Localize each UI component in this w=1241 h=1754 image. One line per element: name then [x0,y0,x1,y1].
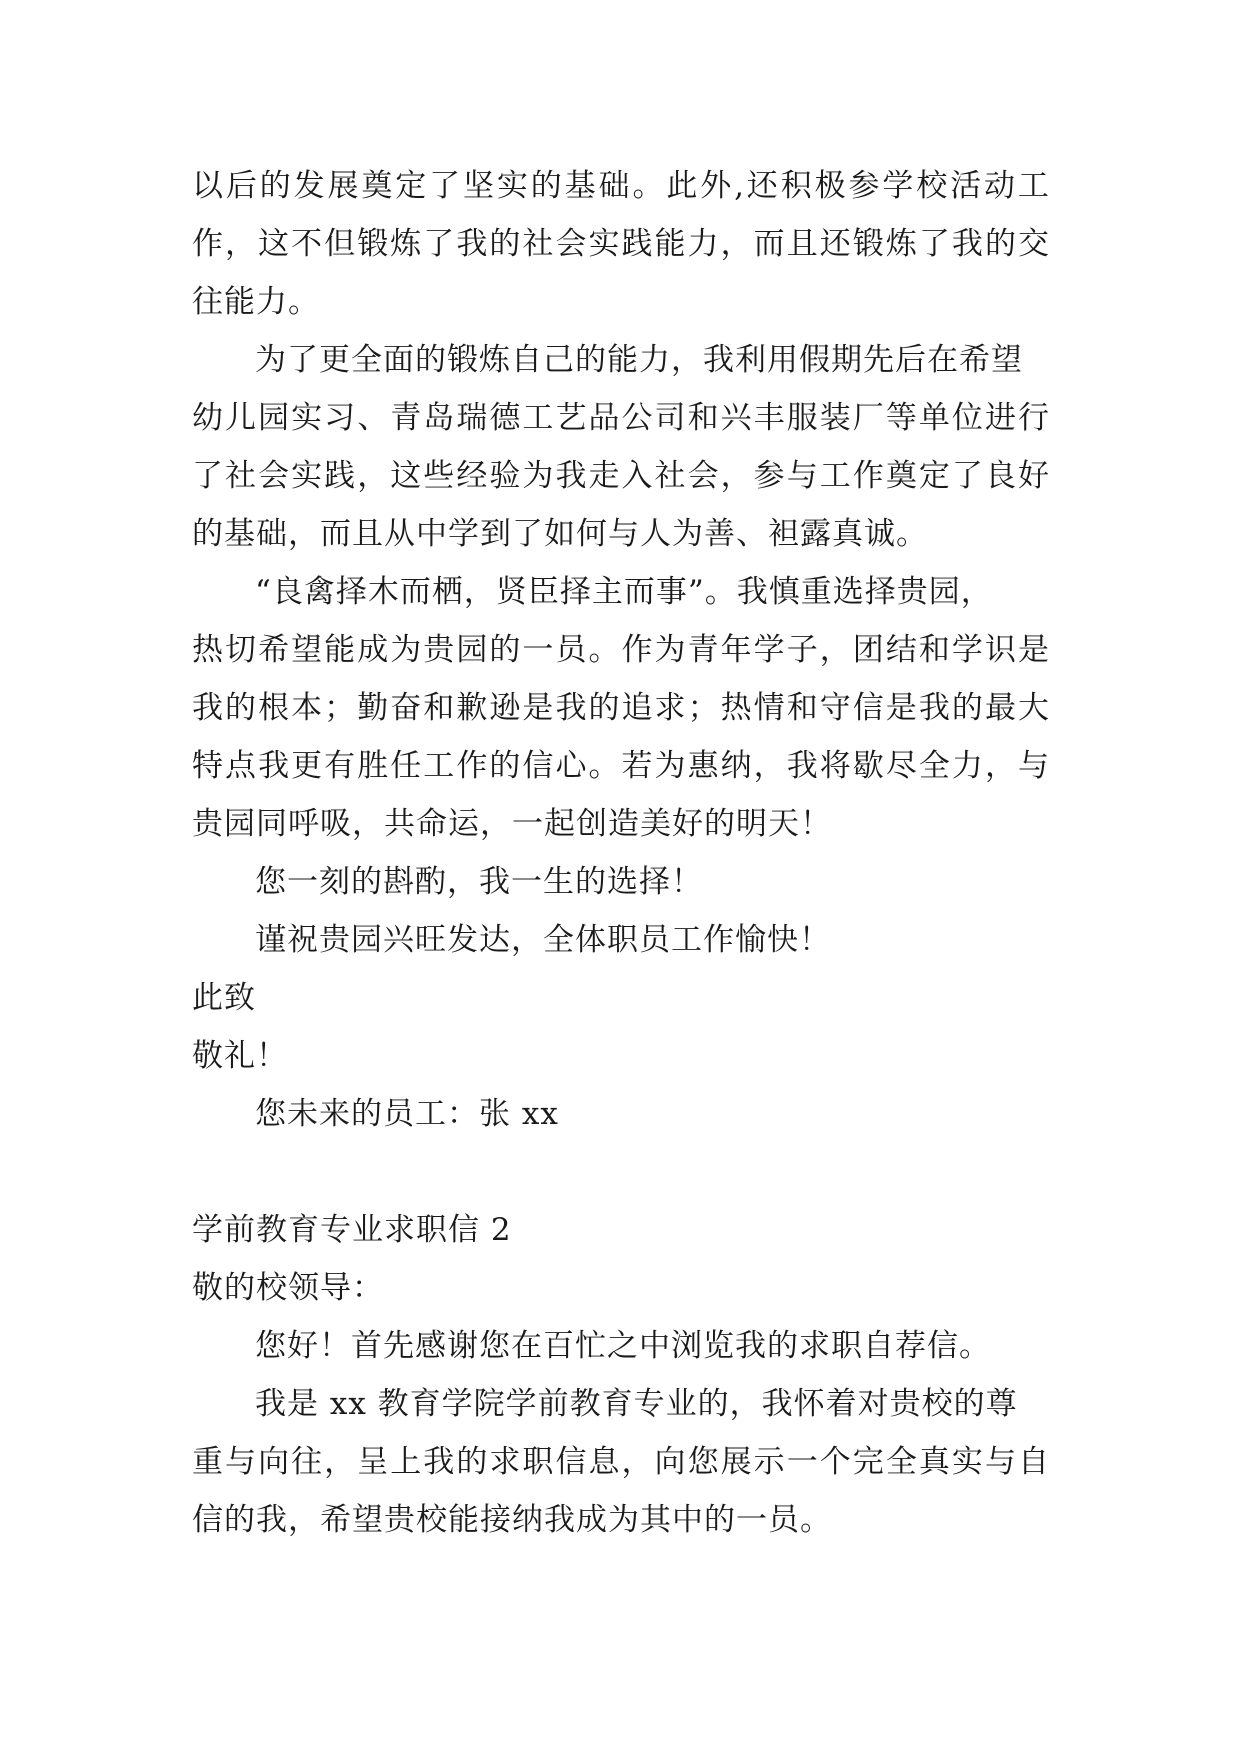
text-line: 往能力。 [192,284,320,320]
text-line: 您好！首先感谢您在百忙之中浏览我的求职自荐信。 [255,1328,991,1364]
text-line: 信的我，希望贵校能接纳我成为其中的一员。 [192,1502,832,1538]
closing-salutation: 此致 [192,980,256,1016]
text-line: 以后的发展奠定了坚实的基础。此外,还积极参学校活动工 [192,168,1052,204]
greeting: 敬的校领导： [192,1270,384,1306]
text-line: 贵园同呼吸，共命运，一起创造美好的明天！ [192,806,832,842]
text-line: “良禽择木而栖，贤臣择主而事”。我慎重选择贵园， [255,574,993,610]
text-line: 我的根本；勤奋和歉逊是我的追求；热情和守信是我的最大 [192,690,1052,726]
text-line: 为了更全面的锻炼自己的能力，我利用假期先后在希望 [255,342,1023,378]
section-title: 学前教育专业求职信 2 [192,1212,512,1248]
text-line: 谨祝贵园兴旺发达，全体职员工作愉快！ [255,922,831,958]
text-line: 重与向往，呈上我的求职信息，向您展示一个完全真实与自 [192,1444,1052,1480]
text-line: 幼儿园实习、青岛瑞德工艺品公司和兴丰服装厂等单位进行 [192,400,1052,436]
text-line: 您一刻的斟酌，我一生的选择！ [255,864,703,900]
signature-line: 您未来的员工：张 xx [255,1096,559,1132]
closing-regards: 敬礼！ [192,1038,288,1074]
text-line: 特点我更有胜任工作的信心。若为惠纳，我将歇尽全力，与 [192,748,1052,784]
text-line: 我是 xx 教育学院学前教育专业的，我怀着对贵校的尊 [255,1386,1018,1422]
text-line: 了社会实践，这些经验为我走入社会，参与工作奠定了良好 [192,458,1052,494]
text-line: 作，这不但锻炼了我的社会实践能力，而且还锻炼了我的交 [192,226,1052,262]
text-line: 的基础，而且从中学到了如何与人为善、袒露真诚。 [192,516,928,552]
text-line: 热切希望能成为贵园的一员。作为青年学子，团结和学识是 [192,632,1052,668]
